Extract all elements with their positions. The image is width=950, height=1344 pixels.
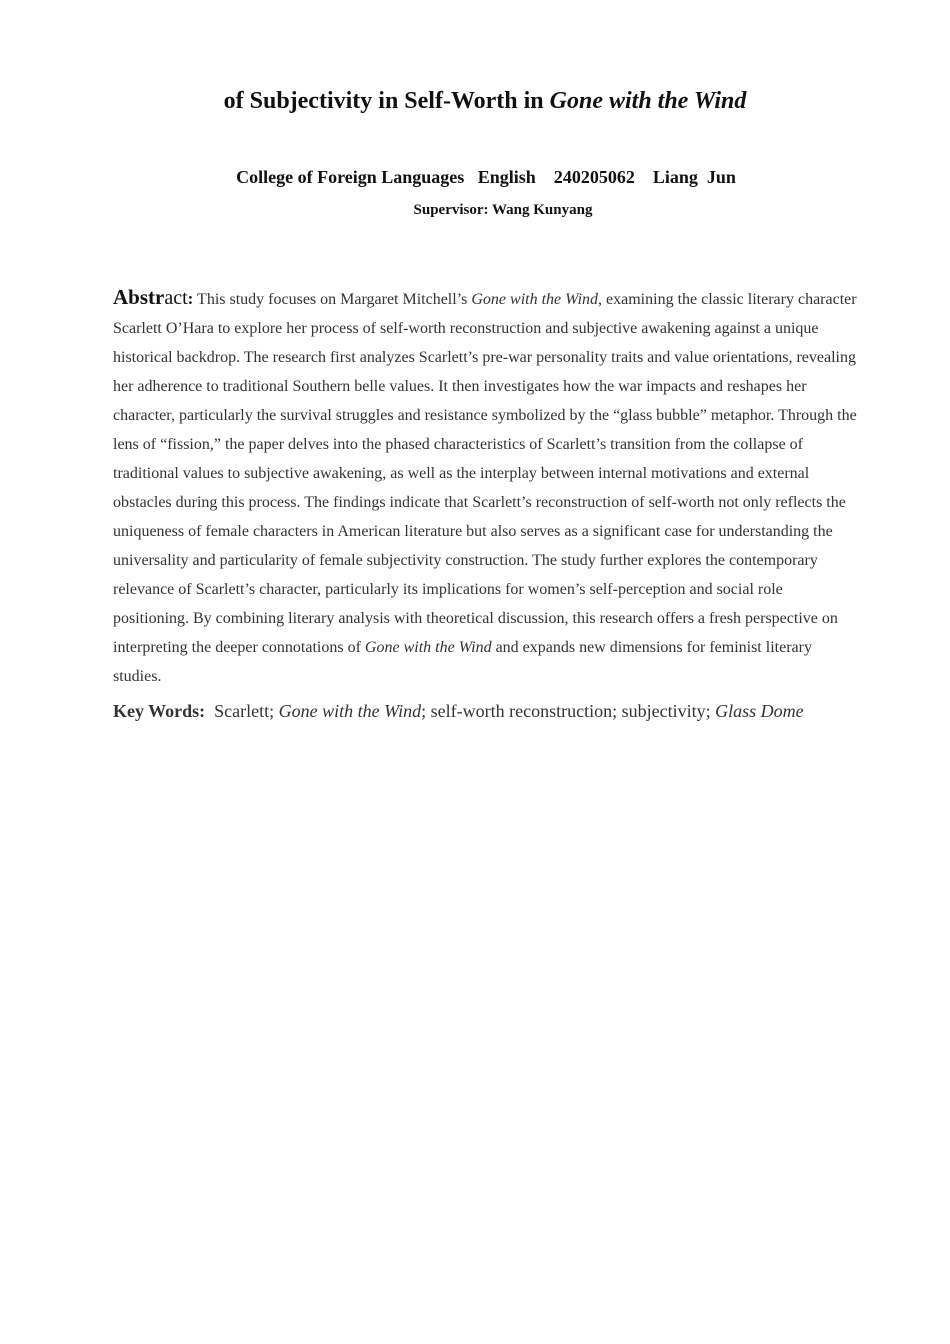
- keywords-sep-1: ; self-worth reconstruction; subjectivity;: [421, 701, 716, 721]
- abstract-text-1: This study focuses on Margaret Mitchell’s: [193, 291, 472, 308]
- title-italic: Gone with the Wind: [549, 88, 747, 114]
- keywords-sep-0: Scarlett;: [205, 701, 279, 721]
- supervisor-line: Supervisor: Wang Kunyang: [413, 202, 593, 218]
- keywords-label: Key Words:: [113, 701, 206, 721]
- abstract-italic-1: Gone with the Wind: [471, 291, 599, 308]
- keywords-line: [113, 701, 873, 722]
- abstract-label-rest: act: [164, 287, 188, 309]
- abstract-text-3: and expands new dimensions for feminist literary studies.: [113, 639, 812, 685]
- keyword-italic-1: Gone with the Wind: [278, 701, 422, 721]
- abstract-label-colon: :: [187, 289, 194, 308]
- author-line: College of Foreign Languages English 240205062 Liang Jun: [236, 167, 736, 187]
- abstract-label-bold: Abstr: [113, 285, 165, 309]
- title-prefix: of Subjectivity in Self-Worth in: [223, 88, 550, 114]
- page-title: [0, 88, 950, 115]
- abstract-italic-2: Gone with the Wind: [364, 639, 492, 656]
- abstract-label: [113, 285, 194, 309]
- abstract-paragraph: [113, 283, 858, 691]
- keyword-italic-2: Glass Dome: [715, 701, 804, 721]
- abstract-text-2: , examining the classic literary character Scarlett O’Hara to explore her process of self-worth reconstruction and subjective awakening against a unique historical backdrop. The research first analyzes Scarlett’s pre-war personality traits and value orientations, revealing her adherence to traditional Southern belle values. It then investigates how the war impacts and reshapes her character, particularly the survival struggles and resistance symbolized by the “glass bubble” metaphor. Through the lens of “fission,” the paper delves into the phased characteristics of Scarlett’s transition from the collapse of traditional values to subjective awakening, as well as the interplay between internal motivations and external obstacles during this process. The findings indicate that Scarlett’s reconstruction of self-worth not only reflects the uniqueness of female characters in American literature but also serves as a significant case for understanding the universality and particularity of female subjectivity construction. The study further explores the contemporary relevance of Scarlett’s character, particularly its implications for women’s self-perception and social role positioning. By combining literary analysis with theoretical discussion, this research offers a fresh perspective on interpreting the deeper connotations of: [113, 291, 857, 656]
